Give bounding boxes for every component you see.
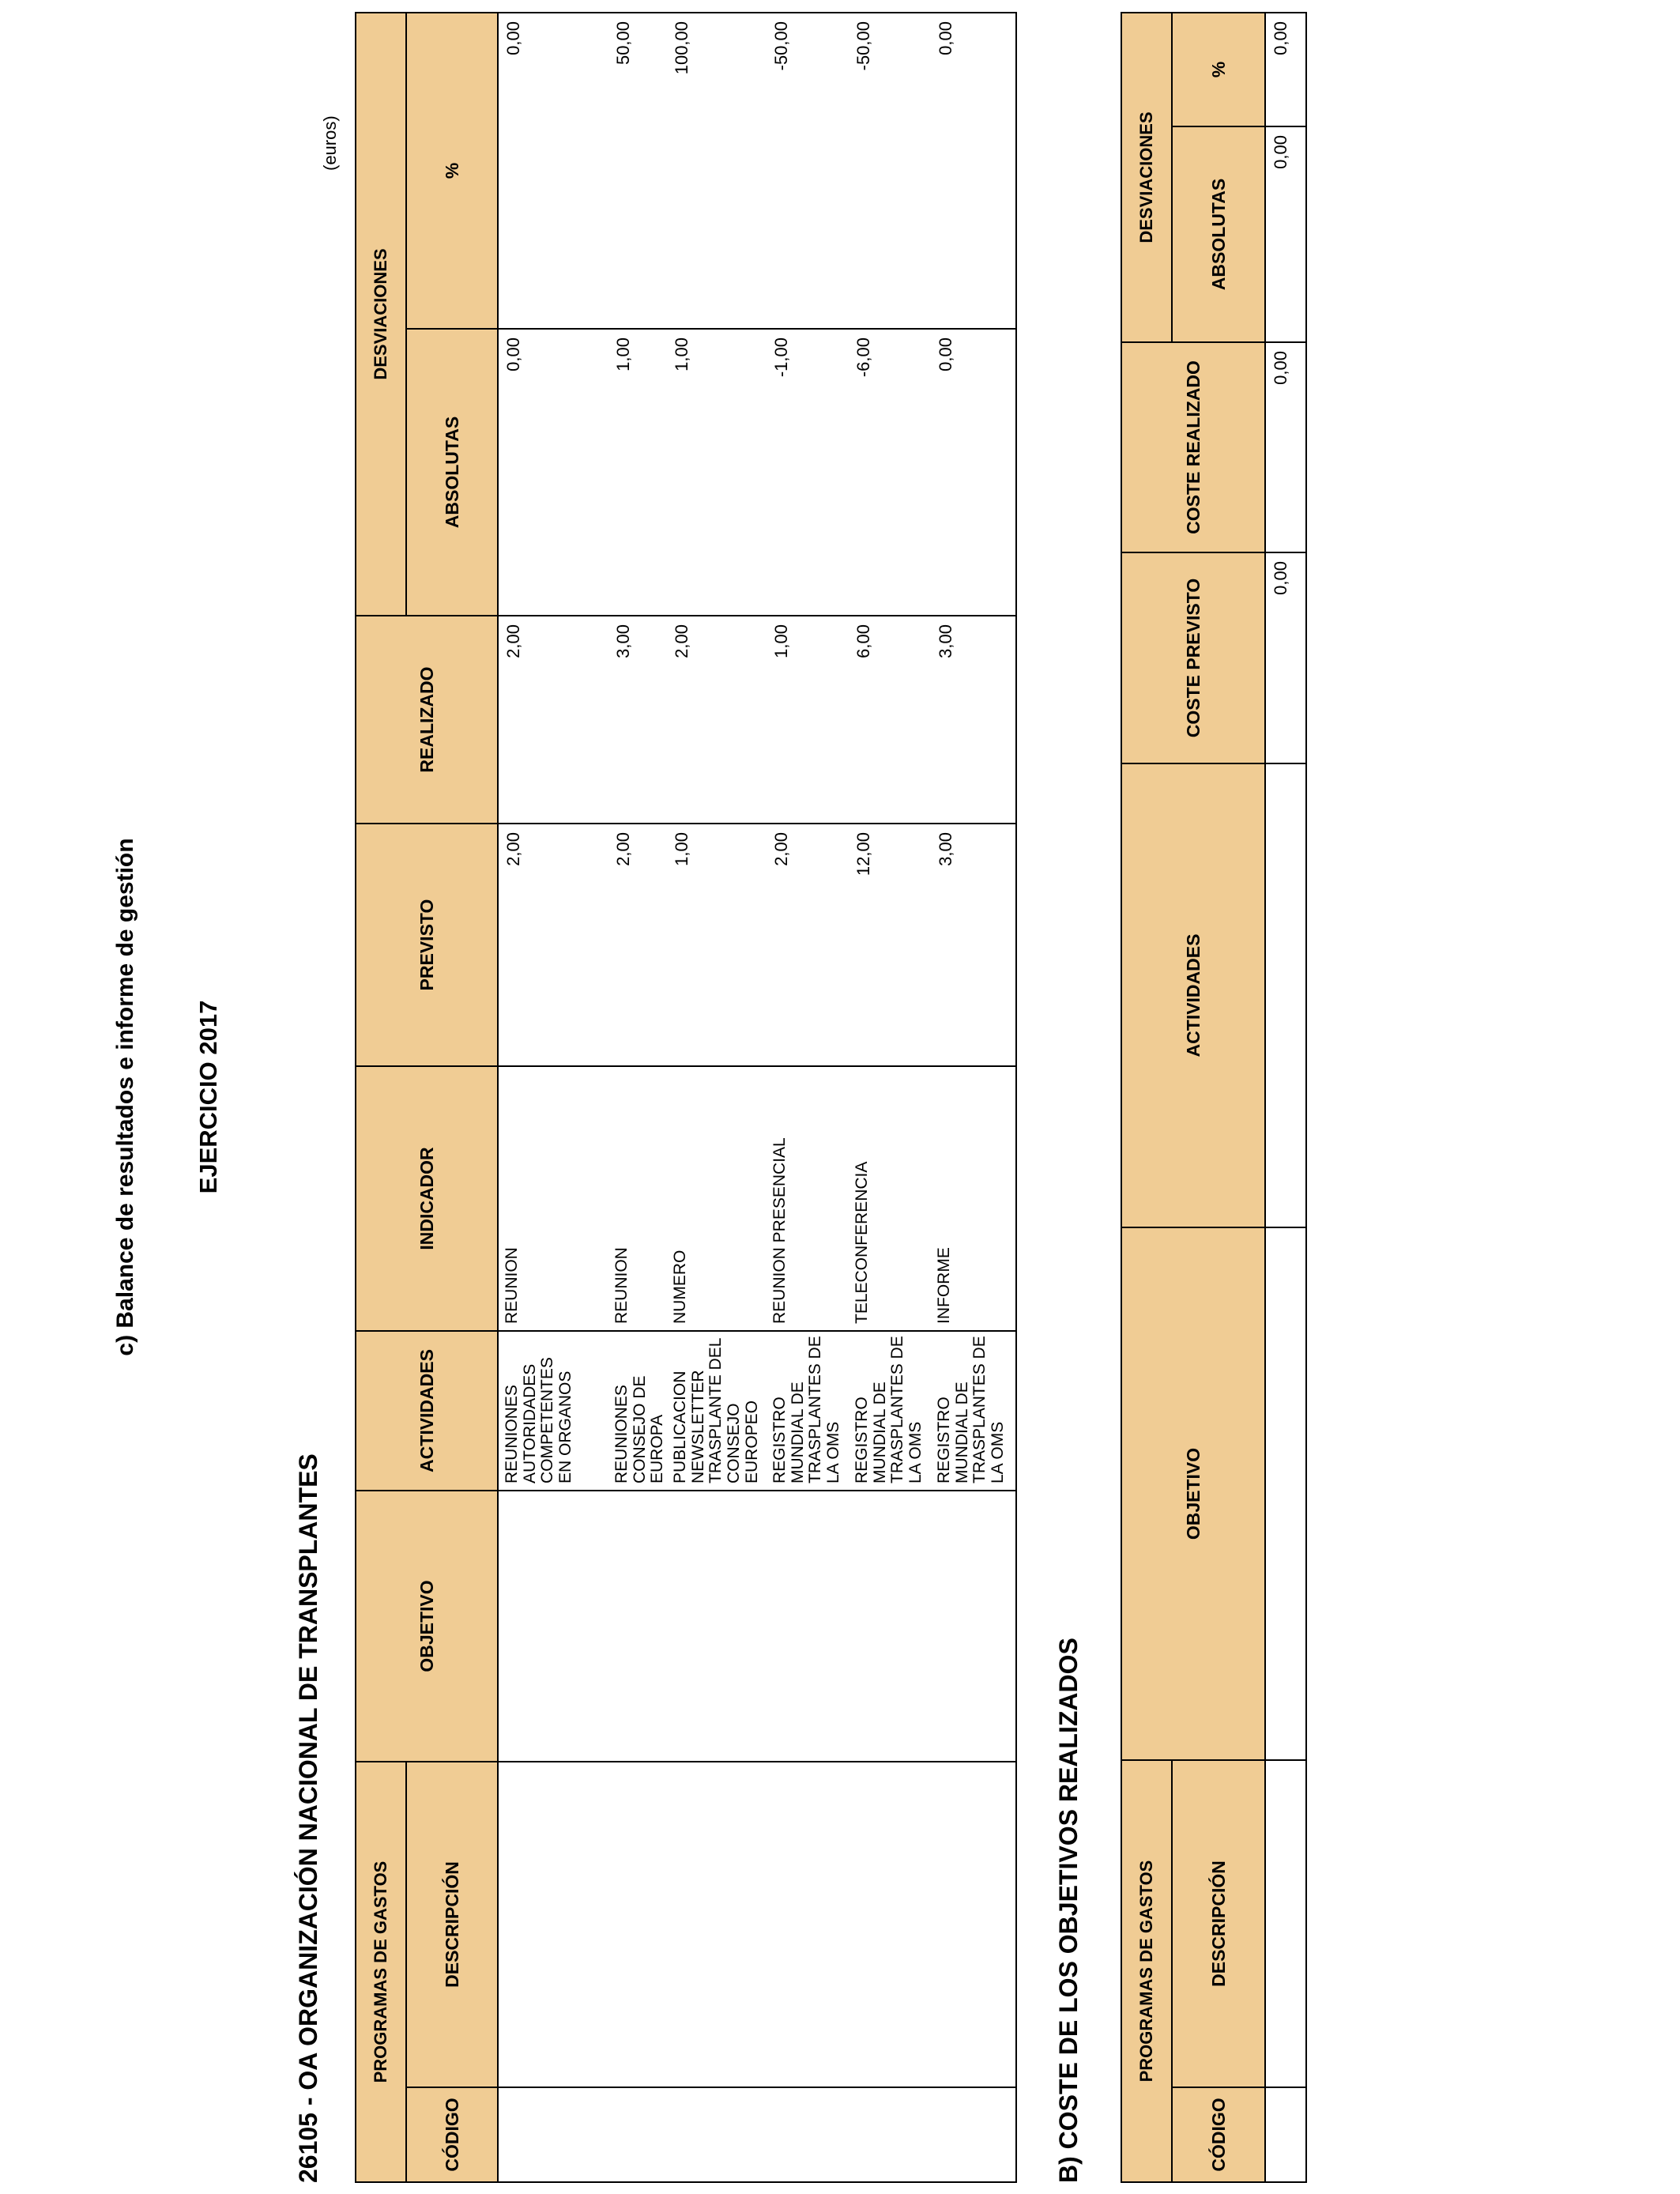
col-coste-realizado: COSTE REALIZADO [1121, 342, 1265, 552]
codigo-cell [1265, 2087, 1306, 2182]
col-pct: % [1172, 13, 1265, 126]
pct-cell: 0,00 [931, 13, 1016, 329]
previsto-cell: 2,00 [767, 824, 849, 1066]
realizado-cell: 3,00 [608, 616, 667, 824]
realizado-cell: 3,00 [931, 616, 1016, 824]
pct-cell: -50,00 [767, 13, 849, 329]
desviaciones-group-header: DESVIACIONES [1121, 13, 1172, 342]
actividad-cell [1265, 763, 1306, 1227]
objetivo-cell [498, 1491, 608, 1762]
col-objetivo: OBJETIVO [1121, 1227, 1265, 1760]
desviaciones-group-header: DESVIACIONES [356, 13, 406, 616]
col-pct: % [406, 13, 498, 329]
col-codigo: CÓDIGO [1172, 2087, 1265, 2182]
pct-cell: 0,00 [498, 13, 608, 329]
descripcion-cell [608, 1762, 667, 2087]
results-table [355, 12, 1017, 2183]
table-row [608, 13, 667, 2182]
table-row [931, 13, 1016, 2182]
indicador-cell: REUNION [498, 1066, 608, 1331]
descripcion-cell [849, 1762, 931, 2087]
codigo-cell [608, 2087, 667, 2182]
col-descripcion: DESCRIPCIÓN [1172, 1760, 1265, 2087]
table-row [498, 13, 608, 2182]
exercise-year: EJERCICIO 2017 [194, 1000, 222, 1194]
previsto-cell: 2,00 [608, 824, 667, 1066]
descripcion-cell [1265, 1760, 1306, 2087]
indicador-cell: NUMERO [667, 1066, 767, 1331]
indicador-cell: TELECONFERENCIA [849, 1066, 931, 1331]
indicador-cell: REUNION [608, 1066, 667, 1331]
actividad-cell: REGISTRO MUNDIAL DE TRASPLANTES DE LA OMS [767, 1331, 849, 1491]
codigo-cell [667, 2087, 767, 2182]
col-absolutas: ABSOLUTAS [406, 329, 498, 616]
objetivo-cell [1265, 1227, 1306, 1760]
document-title: c) Balance de resultados e informe de gestión [112, 838, 138, 1356]
indicador-cell: INFORME [931, 1066, 1016, 1331]
objetivo-cell [667, 1491, 767, 1762]
absolutas-cell: 0,00 [1265, 126, 1306, 342]
pct-cell: -50,00 [849, 13, 931, 329]
col-objetivo: OBJETIVO [356, 1491, 498, 1762]
realizado-cell: 6,00 [849, 616, 931, 824]
objetivo-cell [767, 1491, 849, 1762]
realizado-cell: 2,00 [498, 616, 608, 824]
descripcion-cell [931, 1762, 1016, 2087]
codigo-cell [931, 2087, 1016, 2182]
absolutas-cell: -1,00 [767, 329, 849, 616]
coste-previsto-cell: 0,00 [1265, 552, 1306, 763]
table-row [1265, 13, 1306, 2182]
col-realizado: REALIZADO [356, 616, 498, 824]
table-row [667, 13, 767, 2182]
pct-cell: 100,00 [667, 13, 767, 329]
table-row [767, 13, 849, 2182]
col-actividades: ACTIVIDADES [356, 1331, 498, 1491]
actividad-cell: PUBLICACION NEWSLETTER TRASPLANTE DEL CONSEJO EUROPEO [667, 1331, 767, 1491]
table-row [849, 13, 931, 2182]
absolutas-cell: 1,00 [608, 329, 667, 616]
descripcion-cell [667, 1762, 767, 2087]
coste-realizado-cell: 0,00 [1265, 342, 1306, 552]
previsto-cell: 12,00 [849, 824, 931, 1066]
col-descripcion: DESCRIPCIÓN [406, 1762, 498, 2087]
previsto-cell: 3,00 [931, 824, 1016, 1066]
actividad-cell: REUNIONES CONSEJO DE EUROPA [608, 1331, 667, 1491]
col-previsto: PREVISTO [356, 824, 498, 1066]
col-coste-previsto: COSTE PREVISTO [1121, 552, 1265, 763]
col-actividades: ACTIVIDADES [1121, 763, 1265, 1227]
cost-table [1121, 12, 1307, 2183]
absolutas-cell: 0,00 [931, 329, 1016, 616]
col-absolutas: ABSOLUTAS [1172, 126, 1265, 342]
programas-group-header: PROGRAMAS DE GASTOS [356, 1762, 406, 2182]
objetivo-cell [931, 1491, 1016, 1762]
objetivo-cell [608, 1491, 667, 1762]
indicador-cell: REUNION PRESENCIAL [767, 1066, 849, 1331]
objetivo-cell [849, 1491, 931, 1762]
actividad-cell: REGISTRO MUNDIAL DE TRASPLANTES DE LA OMS [931, 1331, 1016, 1491]
codigo-cell [498, 2087, 608, 2182]
section-b-title: B) COSTE DE LOS OBJETIVOS REALIZADOS [1054, 1638, 1083, 2183]
codigo-cell [849, 2087, 931, 2182]
descripcion-cell [767, 1762, 849, 2087]
actividad-cell: REGISTRO MUNDIAL DE TRASPLANTES DE LA OMS [849, 1331, 931, 1491]
actividad-cell: REUNIONES AUTORIDADES COMPETENTES EN ORGANOS [498, 1331, 608, 1491]
pct-cell: 0,00 [1265, 13, 1306, 126]
currency-note: (euros) [320, 115, 340, 171]
realizado-cell: 2,00 [667, 616, 767, 824]
realizado-cell: 1,00 [767, 616, 849, 824]
codigo-cell [767, 2087, 849, 2182]
pct-cell: 50,00 [608, 13, 667, 329]
absolutas-cell: 0,00 [498, 329, 608, 616]
programas-group-header: PROGRAMAS DE GASTOS [1121, 1760, 1172, 2182]
descripcion-cell [498, 1762, 608, 2087]
absolutas-cell: 1,00 [667, 329, 767, 616]
previsto-cell: 2,00 [498, 824, 608, 1066]
absolutas-cell: -6,00 [849, 329, 931, 616]
col-indicador: INDICADOR [356, 1066, 498, 1331]
col-codigo: CÓDIGO [406, 2087, 498, 2182]
previsto-cell: 1,00 [667, 824, 767, 1066]
organization-title: 26105 - OA ORGANIZACIÓN NACIONAL DE TRANSPLANTES [294, 1453, 322, 2183]
